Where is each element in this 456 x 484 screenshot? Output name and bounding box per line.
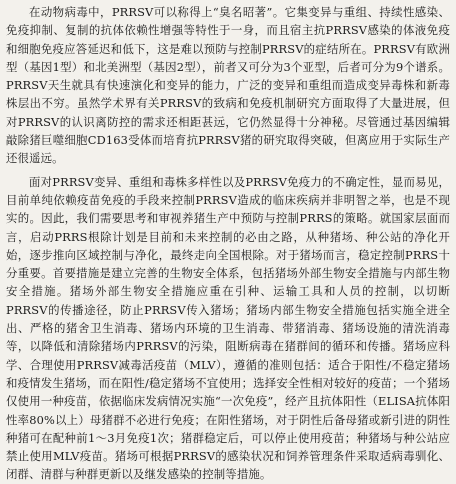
paragraph-1: 在动物病毒中，PRRSV可以称得上“臭名昭著”。它集变异与重组、持续性感染、免疫抑制、复制的抗体依赖性增强等特性于一身，而且宿主抗PRRSV感染的体液免疫和细胞免疫应答延迟和低下，这是难以预防与控制PRRSV的症结所在。PRRSV有欧洲型（基因1型）和北美洲型（基因2型），前者又可分为3个亚型，后者可分为9个谱系。PRRSV天生就具有快速演化和变异的能力，广泛的变异和重组而造成变异毒株和新毒株层出不穷。虽然学术界有关PRRSV的致病和免疫机制研究方面取得了大量进展，但对PRRSV的认识离防控的需求还相距甚远，它仍然显得十分神秘。尽管通过基因编辑敲除猪巨噬细胞CD163受体而培育抗PRRSV猪的研究取得突破，但离应用于实际生产还很遥远。 — [6, 5, 450, 166]
paragraph-2: 面对PRRSV变异、重组和毒株多样性以及PRRSV免疫力的不确定性，显而易见，目前单纯依赖疫苗免疫的手段来控制PRRSV造成的临床疾病并非明智之举，也是不现实的。因此，我们需要思考和审视养猪生产中预防与控制PRRS的策略。就国家层面而言，启动PRRS根除计划是目前和未来控制的必由之路，从种猪场、种公站的净化开始，逐步推向区域控制与净化，最终走向全国根除。对于猪场而言，稳定控制PRRS十分重要。首要措施是建立完善的生物安全体系，包括猪场外部生物安全措施与内部生物安全措施。猪场外部生物安全措施应重在引种、运输工具和人员的控制，以切断PRRSV的传播途径，防止PRRSV传入猪场；猪场内部生物安全措施包括实施全进全出、严格的猪舍卫生消毒、猪场内环境的卫生消毒、带猪消毒、猪场设施的清洗消毒等，以降低和清除猪场内PRRSV的污染，阻断病毒在猪群间的循环和传播。猪场应科学、合理使用PRRSV减毒活疫苗（MLV），遵循的准则包括：适合于阳性/不稳定猪场和疫情发生猪场，而在阳性/稳定猪场不宜使用；选择安全性相对较好的疫苗；一个猪场仅使用一种疫苗，依据临床发病情况实施“一次免疫”，经产且抗体阳性（ELISA抗体阳性率80%以上）母猪群不必进行免疫；在阳性猪场，对于阴性后备母猪或新引进的阴性种猪可在配种前1～3月免疫1次；猪群稳定后，可以停止使用疫苗；种猪场与种公站应禁止使用MLV疫苗。猪场可根据PRRSV的感染状况和饲养管理条件采取适病毒驯化、闭群、清群与种群更新以及继发感染的控制等措施。 — [6, 174, 450, 482]
